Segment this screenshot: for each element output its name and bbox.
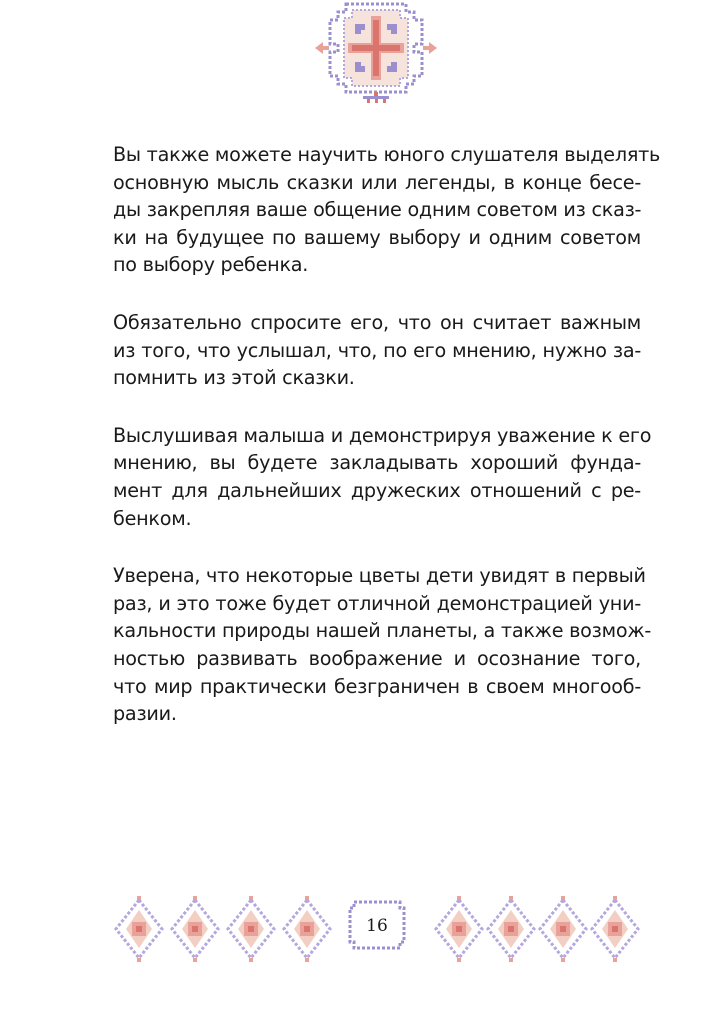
main-text: [113, 141, 661, 758]
text-line: ды закрепляя ваше общение одним советом из сказ-: [113, 198, 642, 222]
ornament-diamond-icon: [540, 896, 586, 962]
paragraph: [113, 141, 661, 279]
text-line: по выбору ребенка.: [113, 253, 309, 277]
text-line: из того, что услышал, что, по его мнению, нужно за-: [113, 338, 641, 362]
text-line: Выслушивая малыша и демонстрируя уважение к его: [113, 423, 652, 447]
page-number: 16: [366, 916, 388, 936]
top-embroidery-ornament: [311, 0, 441, 103]
ornament-diamond-icon: [116, 896, 162, 962]
text-line: что мир практически безграничен в своем многооб-: [113, 674, 641, 698]
ornament-diamond-icon: [228, 896, 274, 962]
text-line: мнению, вы будете закладывать хороший фунда-: [113, 451, 641, 475]
text-line: Уверена, что некоторые цветы дети увидят в первый: [113, 564, 646, 588]
ornament-cross-icon: [315, 4, 437, 103]
text-line: ки на будущее по вашему выбору и одним советом: [113, 225, 641, 249]
text-line: ностью развивать воображение и осознание того,: [113, 646, 641, 670]
text-line: Вы также можете научить юного слушателя выделять: [113, 143, 661, 166]
text-line: мент для дальнейших дружеских отношений с ре-: [113, 478, 641, 502]
ornament-diamond-icon: [284, 896, 330, 962]
footer-ornament-right: [432, 896, 642, 962]
text-line: Обязательно спросите его, что он считает важным: [113, 310, 641, 334]
text-line: бенком.: [113, 506, 192, 530]
ornament-diamond-icon: [436, 896, 482, 962]
text-line: раз, и это тоже будет отличной демонстрацией уни-: [113, 591, 641, 615]
text-line: разии.: [113, 702, 177, 726]
text-line: кальности природы нашей планеты, а также возмож-: [113, 619, 652, 643]
text-line: помнить из этой сказки.: [113, 366, 355, 390]
ornament-diamond-icon: [488, 896, 534, 962]
ornament-diamond-icon: [172, 896, 218, 962]
footer: [112, 896, 642, 962]
text-line: основную мысль сказки или легенды, в конце бесе-: [113, 170, 641, 194]
ornament-diamond-icon: [592, 896, 638, 962]
paragraph: [113, 309, 641, 392]
footer-ornament-left: [112, 896, 334, 962]
paragraph: [113, 562, 652, 728]
paragraph: [113, 422, 652, 532]
